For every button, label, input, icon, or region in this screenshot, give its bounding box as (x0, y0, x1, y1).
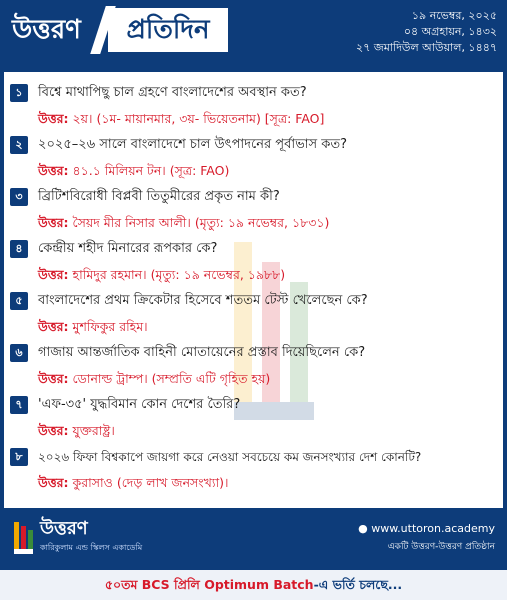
answer-label: উত্তর: (38, 215, 69, 230)
website-url[interactable]: www.uttoron.academy (371, 522, 495, 535)
page-title: প্রতিদিন (126, 15, 210, 45)
question-number: ৬ (10, 344, 28, 362)
question-text: বাংলাদেশের প্রথম ক্রিকেটার হিসেবে শততম টেস্ট খেলেছেন কে? (38, 293, 368, 308)
answer-value: যুক্তরাষ্ট্র। (72, 423, 115, 438)
footer-brand: উত্তরণ (40, 518, 88, 539)
footer (0, 512, 507, 568)
question-text: 'এফ-৩৫' যুদ্ধবিমান কোন দেশের তৈরি? (38, 397, 241, 412)
footer-subtext: একটি উত্তরণ-উত্তরণ প্রতিষ্ঠান (387, 542, 495, 552)
answer-value: কুরাসাও (দেড় লাখ জনসংখ্যা)। (72, 475, 229, 490)
answer-label: উত্তর: (38, 371, 69, 386)
answer-label: উত্তর: (38, 111, 69, 126)
academy-logo-icon (12, 520, 36, 556)
website-link[interactable]: ● www.uttoron.academy (358, 522, 495, 535)
answer-text (38, 110, 324, 128)
answer-label: উত্তর: (38, 163, 69, 178)
answer-value: মুশফিকুর রহিম। (72, 319, 148, 334)
question-text: ব্রিটিশবিরোধী বিপ্লবী তিতুমীরের প্রকৃত নাম কী? (38, 189, 280, 204)
question-number: ৭ (10, 396, 28, 414)
answer-value: সৈয়দ মীর নিসার আলী। (মৃত্যু: ১৯ নভেম্বর, ১৮৩১) (72, 215, 330, 230)
question-text: কেন্দ্রীয় শহীদ মিনারের রূপকার কে? (38, 241, 218, 256)
question-number: ৪ (10, 240, 28, 258)
header (0, 0, 507, 62)
answer-label: উত্তর: (38, 267, 69, 282)
question-text: ২০২৬ ফিফা বিশ্বকাপে জায়গা করে নেওয়া সবচেয়ে কম জনসংখ্যার দেশ কোনটি? (38, 450, 422, 464)
date-bangla: ০৪ অগ্রহায়ন, ১৪৩২ (403, 25, 497, 38)
answer-value: ৪১.১ মিলিয়ন টন। (সূত্র: FAO) (72, 163, 230, 178)
brand-word: উত্তরণ (12, 15, 81, 45)
answer-text (38, 422, 115, 440)
question-number: ৩ (10, 188, 28, 206)
date-english: ১৯ নভেম্বর, ২০২৫ (411, 9, 497, 22)
date-hijri: ২৭ জমাদিউল আউয়াল, ১৪৪৭ (356, 41, 497, 54)
answer-value: ২য়। (১ম- মায়ানমার, ৩য়- ভিয়েতনাম) [সূত্র: FAO] (72, 111, 325, 126)
question-number: ১ (10, 84, 28, 102)
question-text: বিশ্বে মাথাপিছু চাল গ্রহণে বাংলাদেশের অবস্থান কত? (38, 85, 307, 100)
answer-text (38, 474, 228, 492)
promo-bar[interactable] (0, 570, 507, 600)
answer-text (38, 162, 229, 180)
promo-text (0, 570, 507, 600)
answer-label: উত্তর: (38, 475, 69, 490)
date-block (267, 8, 497, 56)
answer-text (38, 214, 329, 232)
question-text: ২০২৫–২৬ সালে বাংলাদেশে চাল উৎপাদনের পূর্বাভাস কত? (38, 137, 348, 152)
question-text: গাজায় আন্তর্জাতিক বাহিনী মোতায়েনের প্রস্তাব দিয়েছিলেন কে? (38, 345, 366, 360)
answer-text (38, 370, 270, 388)
question-number: ৮ (10, 448, 28, 466)
question-number: ৫ (10, 292, 28, 310)
answer-label: উত্তর: (38, 319, 69, 334)
answer-value: ডোনাল্ড ট্রাম্প। (সম্প্রতি এটি গৃহিত হয়) (72, 371, 271, 386)
question-number: ২ (10, 136, 28, 154)
qa-card (4, 72, 503, 508)
answer-text (38, 266, 285, 284)
footer-tagline: কারিকুলাম এন্ড স্কিলস একাডেমি (40, 543, 143, 552)
answer-text (38, 318, 148, 336)
answer-label: উত্তর: (38, 423, 69, 438)
promo-batch: ৫০তম BCS প্রিলি Optimum Batch (104, 577, 314, 592)
answer-value: হামিদুর রহমান। (মৃত্যু: ১৯ নভেম্বর, ১৯৮৮) (72, 267, 286, 282)
promo-suffix: -এ ভর্তি চলছে... (313, 577, 403, 592)
